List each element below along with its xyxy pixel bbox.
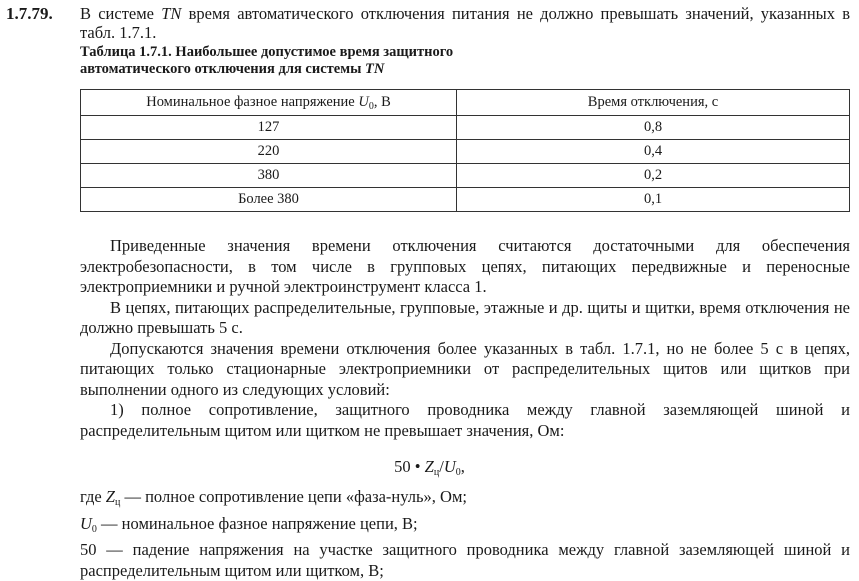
voltage-cell: 127 [81,116,457,140]
definition [80,514,850,541]
definition-text: — полное сопротивление цепи «фаза-нуль», Ом; [120,487,467,506]
clause-text-part: время автоматического отключения питания не должно превышать значений, указанных в табл. 1.7.1. [80,4,850,42]
header-unit: , В [373,93,391,110]
formula-u: U [443,457,456,476]
caption-line [80,61,453,78]
definition-prefix: где [80,487,106,506]
clause-number: 1.7.79. [6,4,53,23]
formula-part: 50 • [394,457,425,476]
voltage-symbol: U [358,93,369,110]
table-row [81,140,850,164]
body-text [80,236,850,441]
definitions [80,487,850,581]
header-voltage [81,90,457,116]
paragraph: Допускаются значения времени отключения более указанных в табл. 1.7.1, но не более 5 с в цепях, питающих только стационарные электроприемники от распределительных щитов или щитков при выполнении одного из следующих условий: [80,338,850,399]
paragraph: 1) полное сопротивление, защитного проводника между главной заземляющей шиной и распределительным щитом или щитком не превышает значения, Ом: [80,400,850,440]
definition-sub: ц [114,497,121,508]
system-name: TN [365,61,385,77]
clause-text [80,4,850,42]
paragraph: В цепях, питающих распределительные, групповые, этажные и др. щиты и щитки, время отключения не должно превышать 5 с. [80,297,850,337]
voltage-cell: 220 [81,140,457,164]
definition [80,487,850,514]
definition-symbol: Z [105,487,115,506]
table-row [81,188,850,212]
table-caption [80,44,453,78]
header-text: Номинальное фазное напряжение [146,93,359,110]
voltage-subscript: 0 [368,100,374,112]
header-time: Время отключения, с [457,90,850,116]
formula-z-sub: ц [433,467,440,478]
time-cell: 0,4 [457,140,850,164]
formula-slash: / [439,457,444,476]
voltage-cell: Более 380 [81,188,457,212]
voltage-cell: 380 [81,164,457,188]
definition-text: — номинальное фазное напряжение цепи, В; [96,513,418,533]
formula-u-sub: 0 [455,467,461,478]
caption-line: Таблица 1.7.1. Наибольшее допустимое время защитного [80,44,454,60]
definition-sub: 0 [91,523,97,535]
clause-text-part: В системе [80,4,162,23]
table-row [81,116,850,140]
definition-symbol: 50 [80,540,97,559]
time-cell: 0,8 [457,116,850,140]
formula-suffix: , [460,457,465,476]
table-row [81,164,850,188]
time-cell: 0,1 [457,188,850,212]
system-name: TN [161,4,182,23]
definition-text: — падение напряжения на участке защитного проводника между главной заземляющей шиной и распределительным щитом или щитком, В; [80,540,850,580]
formula-z: Z [424,457,434,476]
definition-symbol: U [80,513,92,533]
caption-text: автоматического отключения для системы [80,61,366,77]
time-cell: 0,2 [457,164,850,188]
formula [0,457,859,478]
table-header-row [81,90,850,116]
definition [80,540,850,581]
protection-time-table [80,89,850,212]
paragraph: Приведенные значения времени отключения считаются достаточными для обеспечения электробезопасности, в том числе в групповых цепях, питающих передвижные и переносные электроприемники и ручной электроинструмент класса 1. [80,236,850,296]
